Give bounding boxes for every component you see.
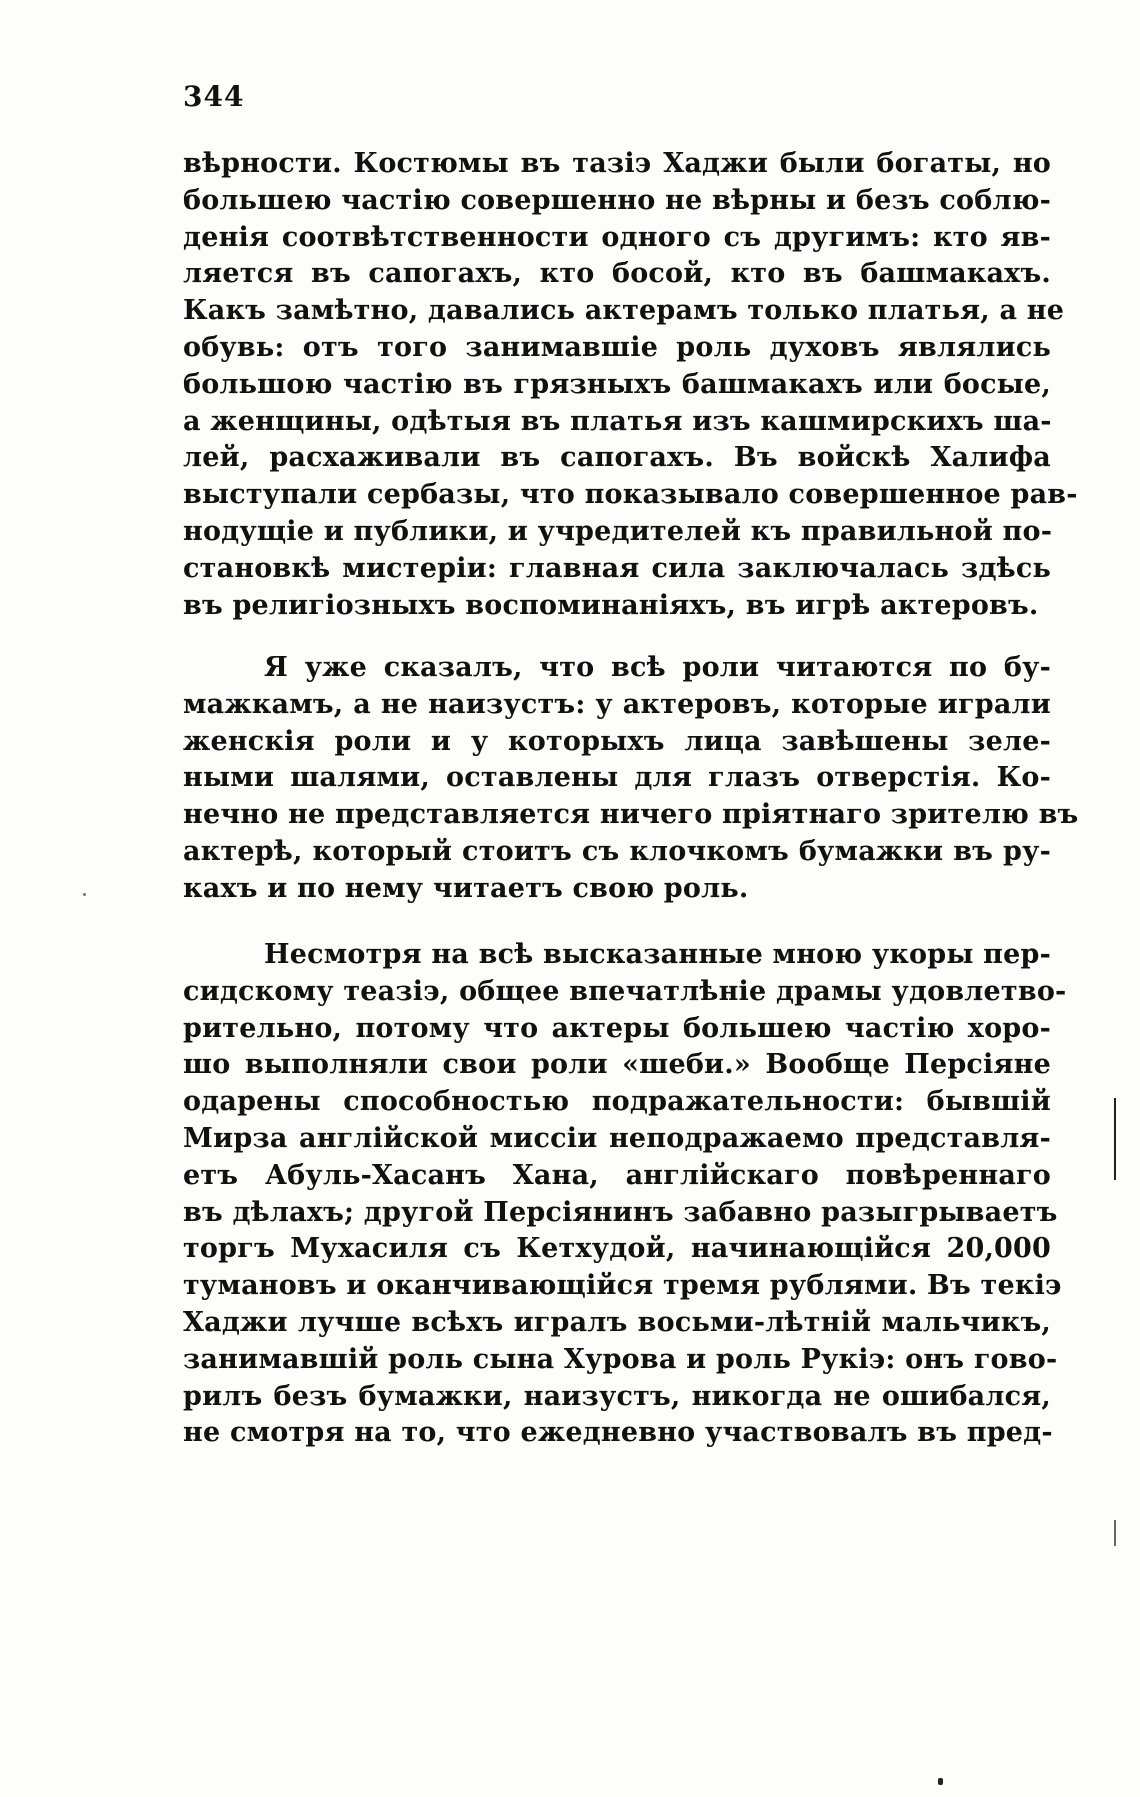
text-line: выступали сербазы, что показывало совершенное рав-	[183, 479, 1078, 511]
text-line: большою частію въ грязныхъ башмакахъ или босые,	[183, 368, 1051, 400]
text-line: лей, расхаживали въ сапогахъ. Въ войскѣ Халифа	[183, 442, 1051, 474]
text-line: етъ Абуль-Хасанъ Хана, англійскаго повѣреннаго	[183, 1159, 1051, 1191]
text-line: нечно не представляется ничего пріятнаго зрителю въ	[183, 799, 1079, 831]
text-line: рительно, потому что актеры большею частію хоро-	[183, 1012, 1051, 1044]
text-line: становкѣ мистеріи: главная сила заключалась здѣсь	[183, 552, 1051, 584]
scan-artifact-mark	[1114, 1098, 1116, 1180]
text-line: нодущіе и публики, и учредителей къ правильной по-	[183, 515, 1053, 547]
text-line: занимавшій роль сына Хурова и роль Рукіэ: онъ гово-	[183, 1343, 1058, 1375]
text-line: сидскому теазіэ, общее впечатлѣніе драмы удовлетво-	[183, 975, 1067, 1007]
text-line: Несмотря на всѣ высказанные мною укоры пер-	[264, 939, 1052, 970]
text-line: женскія роли и у которыхъ лица завѣшены зеле-	[183, 725, 1051, 757]
text-line: ляется въ сапогахъ, кто босой, кто въ башмакахъ.	[183, 258, 1051, 290]
scan-artifact-mark	[938, 1778, 943, 1785]
text-line: въ дѣлахъ; другой Персіянинъ забавно разыгрываетъ	[183, 1196, 1058, 1228]
text-line: денія соотвѣтственности одного съ другимъ: кто яв-	[183, 221, 1051, 253]
text-line: торгъ Мухасиля съ Кетхудой, начинающійся 20,000	[183, 1233, 1051, 1265]
scan-artifact-mark	[1114, 1520, 1116, 1546]
text-line: вѣрности. Костюмы въ тазіэ Хаджи были богаты, но	[183, 148, 1051, 179]
text-line: Хаджи лучше всѣхъ игралъ восьми-лѣтній мальчикъ,	[183, 1306, 1051, 1338]
paragraph-3	[183, 937, 1067, 1452]
text-line: ными шалями, оставлены для глазъ отверстія. Ко-	[183, 762, 1051, 794]
text-line: Какъ замѣтно, давались актерамъ только платья, а не	[183, 295, 1065, 327]
text-line: не смотря на то, что ежедневно участвовалъ въ пред-	[183, 1417, 1053, 1449]
text-line: шо выполняли свои роли «шеби.» Вообще Персіяне	[183, 1049, 1051, 1081]
text-line: Я уже сказалъ, что всѣ роли читаются по бу-	[264, 652, 1051, 683]
text-line: Мирза англійской миссіи неподражаемо представля-	[183, 1122, 1051, 1154]
text-line: актерѣ, который стоитъ съ клочкомъ бумажки въ ру-	[183, 835, 1051, 867]
text-line: большею частію совершенно не вѣрны и безъ соблю-	[183, 184, 1051, 216]
text-line: въ религіозныхъ воспоминаніяхъ, въ игрѣ актеровъ.	[183, 589, 1039, 621]
page-number: 344	[183, 80, 245, 113]
text-line: кахъ и по нему читаетъ свою роль.	[183, 872, 749, 904]
text-line: рилъ безъ бумажки, наизустъ, никогда не ошибался,	[183, 1380, 1051, 1412]
text-line: одарены способностью подражательности: бывшій	[183, 1086, 1051, 1118]
text-line: обувь: отъ того занимавшіе роль духовъ являлись	[183, 331, 1051, 363]
paragraph-1	[183, 146, 1078, 624]
scan-artifact-mark	[83, 893, 86, 896]
paragraph-2	[183, 650, 1079, 908]
text-line: мажкамъ, а не наизустъ: у актеровъ, которые играли	[183, 688, 1051, 720]
text-line: тумановъ и оканчивающійся тремя рублями. Въ текіэ	[183, 1270, 1062, 1302]
text-line: а женщины, одѣтыя въ платья изъ кашмирскихъ ша-	[183, 405, 1052, 437]
